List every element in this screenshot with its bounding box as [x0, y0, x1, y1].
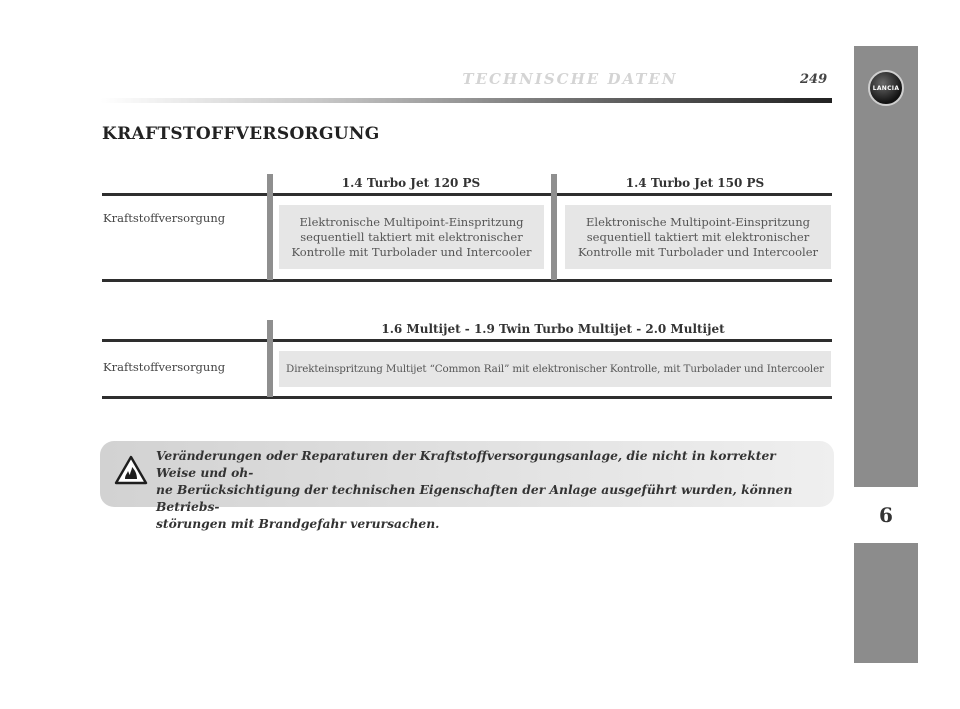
column-header: 1.6 Multijet - 1.9 Twin Turbo Multijet - 2.0 Multijet	[381, 322, 725, 336]
row-label: Kraftstoffversorgung	[103, 360, 226, 374]
chapter-number: 6	[854, 489, 918, 541]
table-rule	[102, 193, 832, 196]
warning-line: störungen mit Brandgefahr verursachen.	[156, 516, 440, 531]
column-divider	[267, 174, 273, 280]
logo-text: LANCIA	[872, 84, 900, 92]
section-title: KRAFTSTOFFVERSORGUNG	[102, 124, 380, 144]
column-divider	[267, 320, 273, 397]
warning-line: ne Berücksichtigung der technischen Eigenschaften der Anlage ausgeführt wurden, können Betriebs-	[156, 482, 793, 514]
table-rule	[102, 339, 832, 342]
column-divider	[551, 174, 557, 280]
warning-text	[156, 447, 816, 532]
page-number: 249	[800, 72, 828, 87]
column-header: 1.4 Turbo Jet 120 PS	[341, 176, 481, 190]
table-rule	[102, 279, 832, 282]
warning-box	[100, 441, 834, 531]
table-cell: Elektronische Multipoint-Einspritzung sequentiell taktiert mit elektronischer Kontrolle mit Turbolader und Intercooler	[279, 205, 544, 269]
table-cell: Elektronische Multipoint-Einspritzung sequentiell taktiert mit elektronischer Kontrolle mit Turbolader und Intercooler	[565, 205, 831, 269]
row-label: Kraftstoffversorgung	[103, 211, 226, 225]
divider	[854, 541, 918, 543]
header-rule	[100, 98, 832, 103]
table-rule	[102, 396, 832, 399]
lancia-logo-icon	[868, 70, 904, 106]
chapter-side-tab	[854, 46, 918, 663]
fire-warning-icon	[114, 455, 148, 485]
table-cell: Direkteinspritzung Multijet “Common Rail” mit elektronischer Kontrolle, mit Turbolader und Intercooler	[279, 351, 831, 387]
column-header: 1.4 Turbo Jet 150 PS	[625, 176, 765, 190]
warning-line: Veränderungen oder Reparaturen der Kraftstoffversorgungsanlage, die nicht in korrekter Weise und oh-	[156, 448, 776, 480]
running-header: TECHNISCHE DATEN	[462, 70, 678, 88]
